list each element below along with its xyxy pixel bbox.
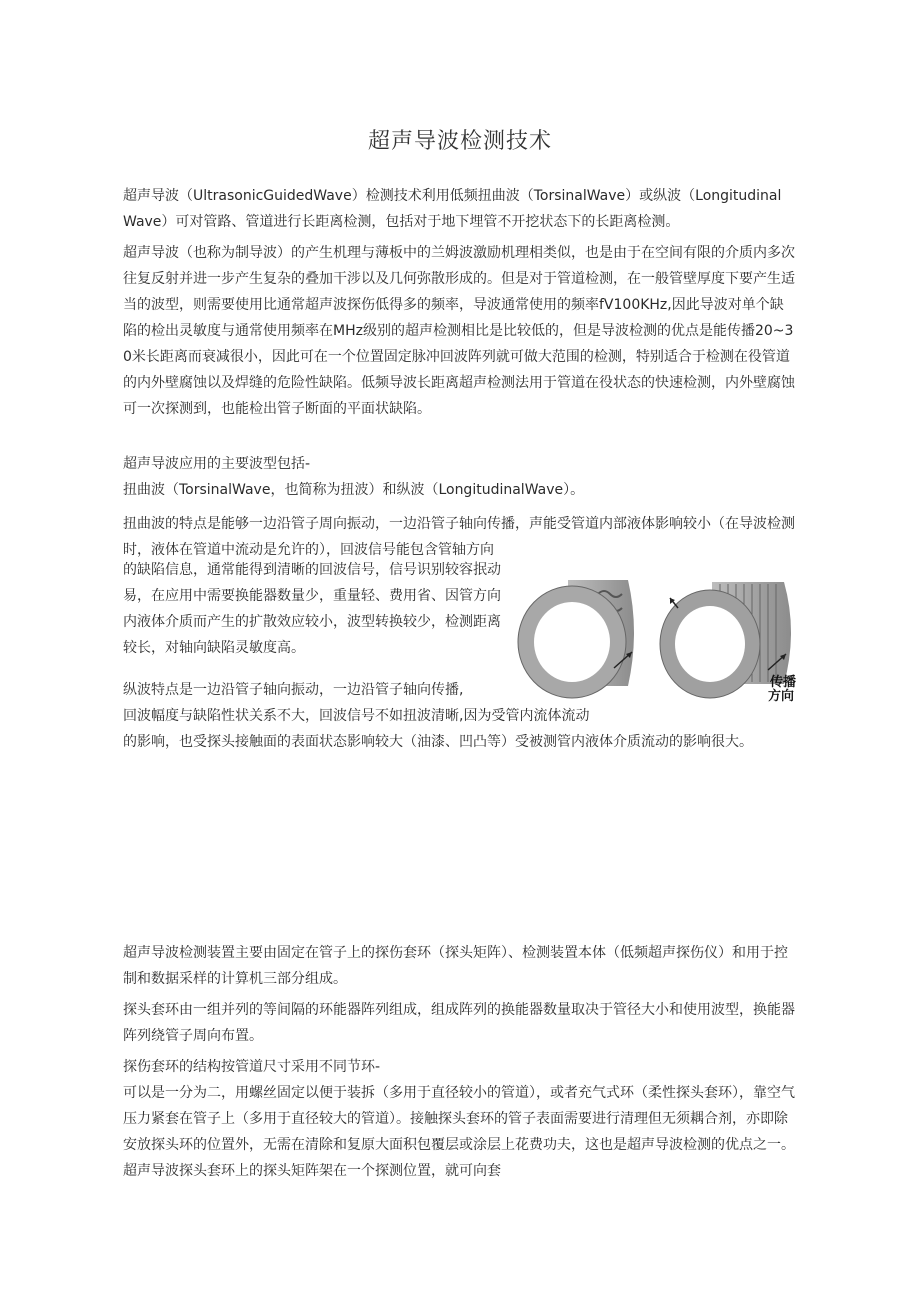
paragraph-mechanism: 超声导波（也称为制导波）的产生机理与薄板中的兰姆波激励机理相类似，也是由于在空间有限的介质内多次往复反射并进一步产生复杂的叠加干涉以及几何弥散形成的。但是对于管道检测，在一般管壁厚度下要产生适当的波型，则需要使用比通常超声波探伤低得多的频率，导波通常使用的频率fV100KHz,因此导波对单个缺陷的检出灵敏度与通常使用频率在MHz级别的超声检测相比是比较低的，但是导波检测的优点是能传播20~30米长距离而衰减很小，因此可在一个位置固定脉冲回波阵列就可做大范围的检测，特别适合于检测在役管道的内外壁腐蚀以及焊缝的危险性缺陷。低频导波长距离超声检测法用于管道在役状态的快速检测，内外壁腐蚀可一次探测到，也能检出管子断面的平面状缺陷。 — [123, 245, 795, 417]
paragraph-intro: 超声导波（UltrasonicGuidedWave）检测技术利用低频扭曲波（TorsinalWave）或纵波（LongitudinalWave）可对管路、管道进行长距离检测，包括对于地下埋管不开挖状态下的长距离检测。 — [123, 188, 782, 230]
paragraph-torsional-a: 扭曲波的特点是能够一边沿管子周向振动，一边沿管子轴向传播，声能受管道内部液体影响较小（在导波检测时，液体在管道中流动是允许的），回波信号能包含管轴方向 — [123, 516, 795, 558]
paragraph-wave-types: 扭曲波（TorsinalWave，也简称为扭波）和纵波（LongitudinalWave）。 — [123, 482, 585, 498]
paragraph-longitudinal-b: 回波幅度与缺陷性状关系不大，回波信号不如扭波清晰,因为受管内流体流动 — [123, 708, 590, 724]
pipe-wave-figure — [516, 572, 798, 704]
paragraph-longitudinal-a: 纵波特点是一边沿管子轴向振动，一边沿管子轴向传播, — [123, 682, 464, 698]
propagation-label-line1: 传播 — [770, 675, 797, 690]
paragraph-torsional-b: 的缺陷信息，通常能得到清晰的回波信号，信号识别较容抿动易，在应用中需要换能器数量少，重量轻、费用省、因管方向内液体介质而产生的扩散效应较小，波型转换较少，检测距离较长，对轴向缺陷灵敏度高。 — [123, 562, 501, 656]
paragraph-ring-structure: 可以是一分为二，用螺丝固定以便于装拆（多用于直径较小的管道），或者充气式环（柔性探头套环），靠空气压力紧套在管子上（多用于直径较大的管道）。接触探头套环的管子表面需要进行清理但无须耦合剂，亦即除安放探头环的位置外，无需在清除和复原大面积包覆层或涂层上花费功夫，这也是超声导波检测的优点之一。超声导波探头套环上的探头矩阵架在一个探测位置，就可向套 — [123, 1085, 795, 1179]
paragraph-longitudinal-c: 的影响，也受探头接触面的表面状态影响较大（油漆、凹凸等）受被测管内液体介质流动的影响很大。 — [123, 734, 753, 750]
paragraph-wave-types-heading: 超声导波应用的主要波型包括- — [123, 456, 311, 472]
paragraph-apparatus: 超声导波检测装置主要由固定在管子上的探伤套环（探头矩阵）、检测装置本体（低频超声探伤仪）和用于控制和数据采样的计算机三部分组成。 — [123, 945, 788, 987]
paragraph-ring-structure-heading: 探伤套环的结构按管道尺寸采用不同节环- — [123, 1059, 381, 1075]
page-title: 超声导波检测技术 — [367, 129, 552, 154]
paragraph-probe-ring: 探头套环由一组并列的等间隔的环能器阵列组成，组成阵列的换能器数量取决于管径大小和使用波型，换能器阵列绕管子周向布置。 — [123, 1002, 795, 1044]
torsional-pipe-illustration — [518, 580, 634, 698]
propagation-label-line2: 方向 — [768, 689, 795, 704]
longitudinal-pipe-illustration — [660, 582, 796, 704]
